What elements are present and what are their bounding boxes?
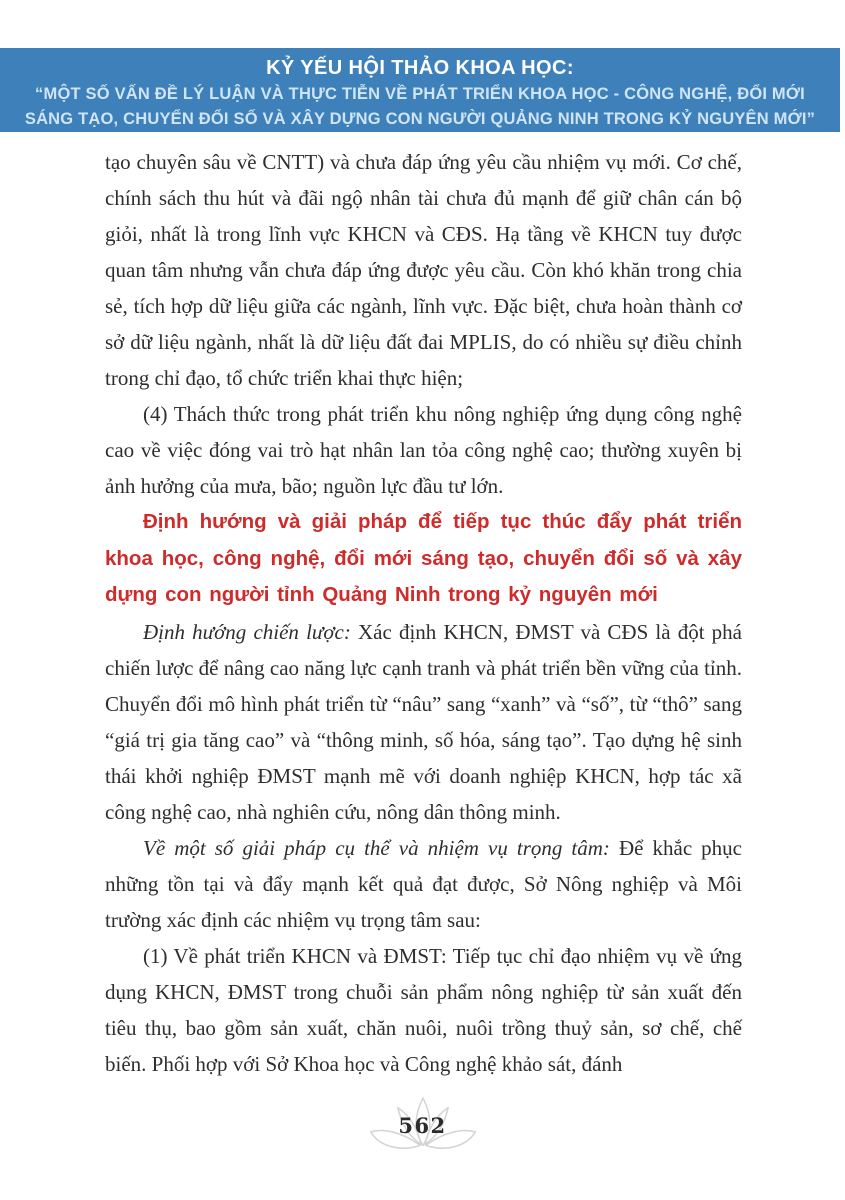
paragraph-solutions [105,830,742,938]
paragraph-strategic-direction [105,614,742,830]
paragraph-text: Để khắc phục những tồn tại và đẩy mạnh kết quả đạt được, Sở Nông nghiệp và Môi trường xác định các nhiệm vụ trọng tâm sau: [105,835,743,932]
paragraph-item-4: (4) Thách thức trong phát triển khu nông nghiệp ứng dụng công nghệ cao về việc đóng vai trò hạt nhân lan tỏa công nghệ cao; thường xuyên bị ảnh hưởng của mưa, bão; nguồn lực đầu tư lớn. [105,402,742,498]
paragraph-task-1: (1) Về phát triển KHCN và ĐMST: Tiếp tục chỉ đạo nhiệm vụ về ứng dụng KHCN, ĐMST trong chuỗi sản phẩm nông nghiệp từ sản xuất đến tiêu thụ, bao gồm sản xuất, chăn nuôi, nuôi trồng thuỷ sản, sơ chế, chế biến. Phối hợp với Sở Khoa học và Công nghệ khảo sát, đánh [105,943,742,1076]
paragraph-lead-italic: Định hướng chiến lược: [143,619,351,644]
page-header-banner [0,48,840,132]
page-number-ornament [364,1096,482,1158]
paragraph-text: Xác định KHCN, ĐMST và CĐS là đột phá chiến lược để nâng cao năng lực cạnh tranh và phát triển bền vững của tỉnh. Chuyển đổi mô hình phát triển từ “nâu” sang “xanh” và “số”, từ “thô” sang “giá trị gia tăng cao” và “thông minh, số hóa, sáng tạo”. Tạo dựng hệ sinh thái khởi nghiệp ĐMST mạnh mẽ với doanh nghiệp KHCN, hợp tác xã công nghệ cao, nhà nghiên cứu, nông dân thông minh. [105,619,742,824]
paragraph-continuation: tạo chuyên sâu về CNTT) và chưa đáp ứng yêu cầu nhiệm vụ mới. Cơ chế, chính sách thu hút và đãi ngộ nhân tài chưa đủ mạnh để giữ chân cán bộ giỏi, nhất là trong lĩnh vực KHCN và CĐS. Hạ tầng về KHCN tuy được quan tâm nhưng vẫn chưa đáp ứng được yêu cầu. Còn khó khăn trong chia sẻ, tích hợp dữ liệu giữa các ngành, lĩnh vực. Đặc biệt, chưa hoàn thành cơ sở dữ liệu ngành, nhất là dữ liệu đất đai MPLIS, do có nhiều sự điều chỉnh trong chỉ đạo, tổ chức triển khai thực hiện; [105,150,742,390]
page-body [105,144,742,1082]
conference-title-line2: SÁNG TẠO, CHUYỂN ĐỔI SỐ VÀ XÂY DỰNG CON NGƯỜI QUẢNG NINH TRONG KỶ NGUYÊN MỚI” [24,109,816,128]
page-footer [0,1096,845,1158]
paragraph-lead-italic: Về một số giải pháp cụ thể và nhiệm vụ trọng tâm: [143,835,610,860]
proceedings-title: KỶ YẾU HỘI THẢO KHOA HỌC: [266,57,574,79]
section-heading: Định hướng và giải pháp để tiếp tục thúc đẩy phát triển khoa học, công nghệ, đổi mới sáng tạo, chuyển đổi số và xây dựng con người tỉnh Quảng Ninh trong kỷ nguyên mới [105,510,742,606]
conference-title-line1: “MỘT SỐ VẤN ĐỀ LÝ LUẬN VÀ THỰC TIỄN VỀ PHÁT TRIỂN KHOA HỌC - CÔNG NGHỆ, ĐỔI MỚI [35,85,805,103]
page-number: 562 [398,1113,447,1138]
